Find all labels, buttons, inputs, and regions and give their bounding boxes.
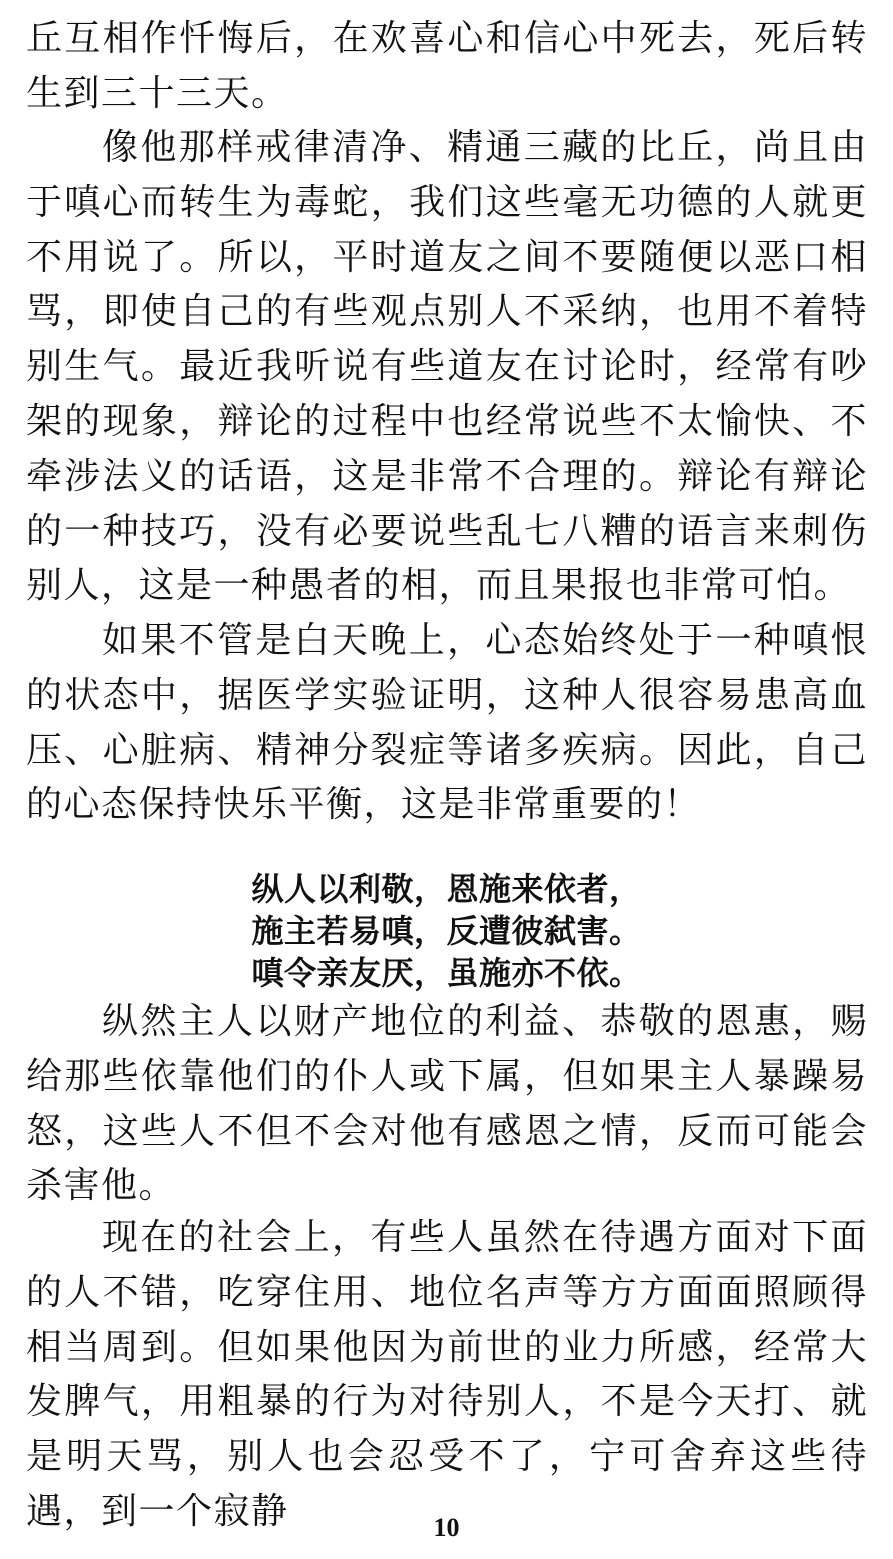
- paragraph: 纵然主人以财产地位的利益、恭敬的恩惠，赐给那些依靠他们的仆人或下属，但如果主人暴躁易怒，这些人不但不会对他有感恩之情，反而可能会杀害他。: [26, 1001, 868, 1207]
- verse-line: 施主若易嗔，反遭彼弑害。: [251, 912, 642, 950]
- paragraph: 如果不管是白天晚上，心态始终处于一种嗔恨的状态中，据医学实验证明，这种人很容易患高血压、心脏病、精神分裂症等诸多疾病。因此，自己的心态保持快乐平衡，这是非常重要的！: [26, 620, 868, 826]
- verse-line: 纵人以利敬，恩施来依者，: [251, 870, 642, 908]
- page-number: 10: [433, 1513, 460, 1542]
- verse-block: [0, 868, 893, 994]
- paragraph: 像他那样戒律清净、精通三藏的比丘，尚且由于嗔心而转生为毒蛇，我们这些毫无功德的人就更不用说了。所以，平时道友之间不要随便以恶口相骂，即使自己的有些观点别人不采纳，也用不着特别生气。最近我听说有些道友在讨论时，经常有吵架的现象，辩论的过程中也经常说些不太愉快、不牵涉法义的话语，这是非常不合理的。辩论有辩论的一种技巧，没有必要说些乱七八糟的语言来刺伤别人，这是一种愚者的相，而且果报也非常可怕。: [26, 127, 868, 607]
- paragraph-continued: 丘互相作忏悔后，在欢喜心和信心中死去，死后转生到三十三天。: [26, 18, 868, 114]
- paragraph: 现在的社会上，有些人虽然在待遇方面对下面的人不错，吃穿住用、地位名声等方方面面照顾得相当周到。但如果他因为前世的业力所感，经常大发脾气，用粗暴的行为对待别人，不是今天打、就是明天骂，别人也会忍受不了，宁可舍弃这些待遇，到一个寂静: [26, 1217, 868, 1532]
- verse-line: 嗔令亲友厌，虽施亦不依。: [251, 954, 642, 992]
